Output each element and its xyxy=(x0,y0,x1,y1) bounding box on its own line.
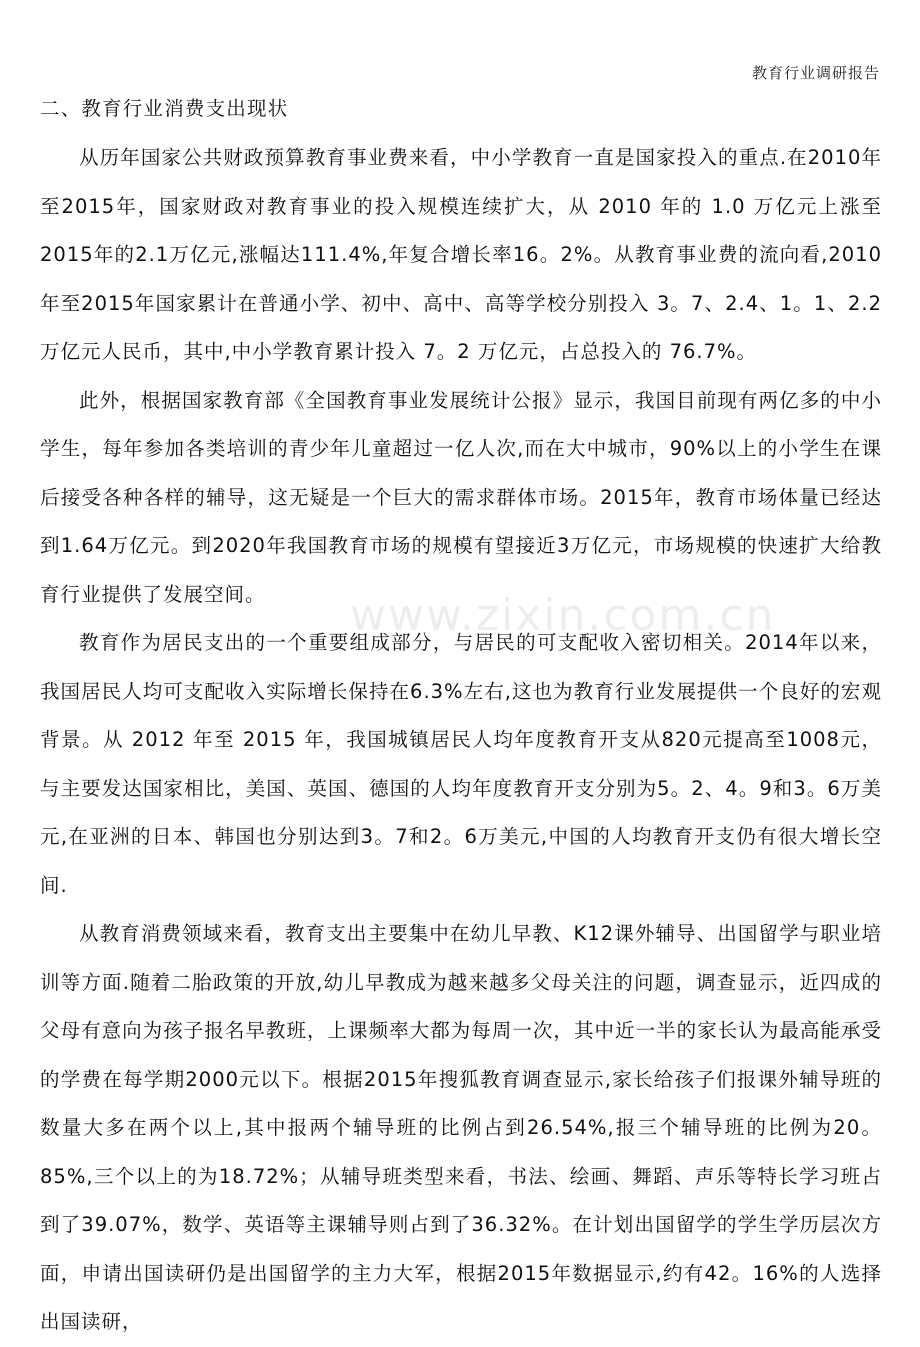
running-header: 教育行业调研报告 xyxy=(751,64,880,82)
watermark: www.zixin.com.cn xyxy=(350,590,776,641)
section-heading: 二、教育行业消费支出现状 xyxy=(40,97,289,120)
paragraph-3: 教育作为居民支出的一个重要组成部分，与居民的可支配收入密切相关。2014年以来，我国居民人均可支配收入实际增长保持在6.3%左右,这也为教育行业发展提供一个良好的宏观背景。从 2012 年至 2015 年，我国城镇居民人均年度教育开支从820元提高至1008元，与主要发达国家相比，美国、英国、德国的人均年度教育开支分别为5。2、4。9和3。6万美元,在亚洲的日本、韩国也分别达到3。7和2。6万美元,中国的人均教育开支仍有很大增长空间. xyxy=(40,631,882,897)
paragraph-2: 此外，根据国家教育部《全国教育事业发展统计公报》显示，我国目前现有两亿多的中小学生，每年参加各类培训的青少年儿童超过一亿人次,而在大中城市，90%以上的小学生在课后接受各种各样的辅导，这无疑是一个巨大的需求群体市场。2015年，教育市场体量已经达到1.64万亿元。到2020年我国教育市场的规模有望接近3万亿元，市场规模的快速扩大给教育行业提供了发展空间。 xyxy=(40,388,882,606)
paragraph-1: 从历年国家公共财政预算教育事业费来看，中小学教育一直是国家投入的重点.在2010年至2015年，国家财政对教育事业的投入规模连续扩大，从 2010 年的 1.0 万亿元上涨至 2015年的2.1万亿元,涨幅达111.4%,年复合增长率16。2%。从教育事业费的流向看,2010年至2015年国家累计在普通小学、初中、高中、高等学校分别投入 3。7、2.4、1。1、2.2万亿元人民币，其中,中小学教育累计投入 7。2 万亿元，占总投入的 76.7%。 xyxy=(40,146,882,363)
document-body xyxy=(40,92,882,1347)
paragraph-4: 从教育消费领域来看，教育支出主要集中在幼儿早教、K12课外辅导、出国留学与职业培训等方面.随着二胎政策的开放,幼儿早教成为越来越多父母关注的问题，调查显示，近四成的父母有意向为孩子报名早教班，上课频率大都为每周一次，其中近一半的家长认为最高能承受的学费在每学期2000元以下。根据2015年搜狐教育调查显示,家长给孩子们报课外辅导班的数量大多在两个以上,其中报两个辅导班的比例占到26.54%,报三个辅导班的比例为20。85%,三个以上的为18.72%；从辅导班类型来看，书法、绘画、舞蹈、声乐等特长学习班占到了39.07%，数学、英语等主课辅导则占到了36.32%。在计划出国留学的学生学历层次方面，申请出国读研仍是出国留学的主力大军，根据2015年数据显示,约有42。16%的人选择出国读研， xyxy=(40,922,882,1333)
